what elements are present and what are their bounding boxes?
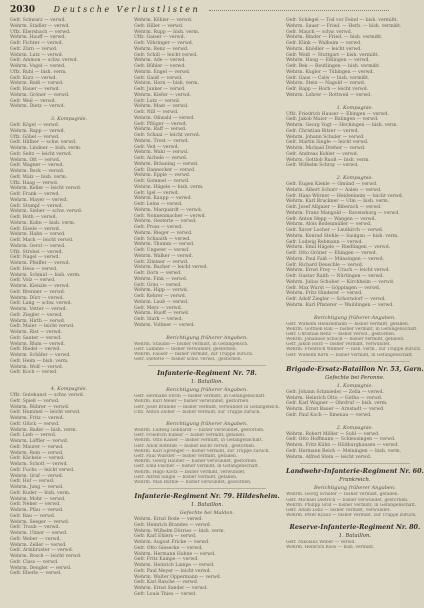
list-entry: Wehrm. Johann Schuler — verwd. xyxy=(285,134,365,140)
list-entry: Gefr. Pflüger — verwd. xyxy=(134,121,188,127)
list-entry: Gefr. Rau — verwd. xyxy=(10,513,56,519)
list-entry: Wehrm. Fink — verwd. xyxy=(134,276,188,282)
list-entry: Wehrm. Epple — verwd. xyxy=(134,173,191,179)
list-entry: Wehrm. Jung — verwd. xyxy=(10,485,64,490)
list-entry: Gefr. Paul Meyer — leicht verwd. xyxy=(134,568,211,574)
column-middle xyxy=(134,18,280,603)
section-subheading: Berichtigung früherer Angaben. xyxy=(314,485,396,492)
list-entry: Wehrm. Heinrich Otto — Gotha — verwd. xyxy=(285,395,383,401)
list-entry: Wehrm. Rein — verwd. xyxy=(10,450,64,456)
list-entry: Wehrm. Trost — verwd. xyxy=(134,138,190,144)
list-entry: Gefr. Dorn — verwd. xyxy=(134,271,182,276)
correction-entry: Gefr. Christian Benz — bisher verwd., gestorben. xyxy=(285,331,396,337)
list-entry: Wehrm. Hermann Hahne — verwd. xyxy=(134,551,216,557)
correction-entry: Wehrm. Georg Schäfer — bisher vermißt, gefallen. xyxy=(285,492,399,498)
list-entry: Wehrm. Wahl — verwd. xyxy=(134,150,189,156)
list-entry: Gefr. Jakob Maier — Balingen — verwd. xyxy=(285,117,379,123)
list-entry: Uffz. Ruhl — bish. verm. xyxy=(10,69,67,75)
list-entry: Gefr. Schnaith — verwd. xyxy=(134,236,191,242)
list-entry: Gefr. Max Wurst — Göppingen — verwd. xyxy=(285,285,381,291)
correction-entry: Wehrm. Georg Hauber — bisher verwundet, gestorben. xyxy=(134,459,258,465)
list-entry: Gefr. Otto Hoffmann — Schleusingen — verwd. xyxy=(285,437,396,443)
list-entry: Gefr. Neher — verwd. xyxy=(10,502,61,508)
list-entry: Wehrm. Pfeiffer — verwd. xyxy=(10,261,71,266)
list-entry: Gefr. Gommel — verwd. xyxy=(134,179,190,184)
list-entry: Wehrm. Lohrer — Rottweil — verwd. xyxy=(285,92,372,98)
battalion-heading: Frankreich. xyxy=(339,477,371,484)
list-entry: Gefr. Sauter — verwd. xyxy=(10,335,62,341)
list-entry: Gefr. Schlegel — Tod vor Feind — bish. vermißt. xyxy=(285,18,398,23)
list-entry: Gefr. Schill — leicht verwd. xyxy=(134,52,198,58)
page-number: 2030 xyxy=(10,5,36,15)
list-entry: Wehrm. Vogel — verwd. xyxy=(10,64,66,69)
list-entry: Gefr. Dannecker — verwd. xyxy=(134,167,196,173)
correction-entry: Wehrm. Otto Kaiser — bisher vermißt, in Gefangenschaft. xyxy=(134,438,263,444)
section-subheading: 2. Kompagnie. xyxy=(336,175,374,181)
list-entry: Wehrm. Fritz Hinderer — verwd. xyxy=(285,291,363,297)
list-entry: Wehrm. Engel — verwd. xyxy=(134,69,191,75)
text-columns xyxy=(10,18,424,603)
list-entry: Gefr. Gustav Raith — Nürtingen — verwd. xyxy=(285,274,384,279)
column-right xyxy=(286,18,424,603)
list-entry: Wehrm. Schmid — bish. verm. xyxy=(10,272,81,278)
list-entry: Gefr. Vöhringer — verwd. xyxy=(134,41,194,46)
list-entry: Wehrm. Ernst Sander — verwd. xyxy=(134,586,208,592)
list-entry: Gefr. Anton Hepp — Wangen — verwd. xyxy=(285,216,377,222)
section-subheading: 1. Kompagnie. xyxy=(336,104,374,111)
list-entry: Wehrm. Rapp — verwd. xyxy=(10,128,66,134)
list-entry: Gefr. Leins — verwd. xyxy=(134,202,183,207)
correction-entry: Wehrm. Peter Kraus — bisher vermißt, zur Truppe zurück. xyxy=(285,513,417,519)
list-entry: Gefr. Stark — verwd. xyxy=(134,317,183,322)
list-entry: Gefr. Louis Thies — verwd. xyxy=(134,591,197,597)
list-entry: Wehrm. Bührer — verwd. xyxy=(10,404,70,410)
list-entry: Uffz. Ebersbach — verwd. xyxy=(10,29,71,35)
list-entry: Wehrm. Bader — bish. verm. xyxy=(10,427,77,433)
list-entry: Uffz. Haag — verwd. xyxy=(10,180,59,186)
correction-entry: Wehrm. Philipp Graf — bisher vermißt, in Gefangenschaft. xyxy=(285,502,417,508)
list-entry: Gefr. Kehrer — verwd. xyxy=(134,294,187,299)
list-entry: Gefr. Lang — schw. verwd. xyxy=(10,301,72,307)
list-entry: Wehrm. Rieger — verwd. xyxy=(134,230,193,236)
correction-entry: Wehrm. Max Bürkle — bisher verwundet, gestorben. xyxy=(134,479,252,485)
list-entry: Wehrm. Hägele — bish. verm. xyxy=(134,184,204,190)
list-entry: Gefr. Pross — verwd. xyxy=(134,225,183,230)
correction-entry: Gefr. Emil Fischer — bisher vermißt, in Gefangenschaft. xyxy=(134,464,260,470)
section-divider xyxy=(148,488,266,489)
list-entry: Gefr. Walz — bish. verm. xyxy=(10,174,68,180)
list-entry: Wehrm. Kuhn — bish. verm. xyxy=(10,220,76,226)
list-entry: Uffz. Göbel — verwd. xyxy=(10,134,60,140)
correction-entry: Gefr. Alfred Single — bisher vermißt, gefallen. xyxy=(134,474,238,480)
list-entry: Wehrm. Dürr — verwd. xyxy=(10,295,64,301)
section-subheading: Berichtigung früherer Angaben. xyxy=(166,387,248,394)
spacer xyxy=(10,376,128,385)
list-entry: Wehrm. Beck — verwd. xyxy=(10,169,65,174)
header-rule xyxy=(209,9,389,11)
section-subheading: 4. Kompagnie. xyxy=(50,386,88,392)
regiment-heading: Reserve-Infanterie-Regiment Nr. 80. xyxy=(289,523,421,532)
list-entry: Wehrm. Laub — verwd. xyxy=(134,299,189,305)
list-entry: Wehrm. Renz — verwd. xyxy=(134,46,189,52)
list-entry: Wehrm. Raff — verwd. xyxy=(134,127,187,133)
list-entry: Gefr. Lieb — verwd. xyxy=(10,433,57,439)
list-entry: Wehrm. Sauer — Fried. — Herb. — bish. vermißt. xyxy=(285,23,402,29)
list-entry: Gefr. Spieß — verwd. xyxy=(10,398,60,404)
correction-entry: Gefr. Adam Lenz — bisher vermißt, verwundet. xyxy=(285,507,391,513)
list-entry: Wehrm. Emil Hägele — Riedlingen — verwd. xyxy=(285,245,391,251)
list-entry: Wehrm. Dengler — verwd. xyxy=(10,565,72,571)
list-entry: Wehrm. Michael Dreher — verwd. xyxy=(285,146,366,151)
list-entry: Gefr. Weber — verwd. xyxy=(10,536,61,542)
list-entry: Wehrm. Ott — verwd. xyxy=(10,157,61,163)
list-entry: Wehrm. Mast — verwd. xyxy=(134,104,189,110)
list-entry: Wehrm. Ernst Frey — Urach — leicht verwd. xyxy=(285,268,391,274)
list-entry: Gefr. Armbruster — verwd. xyxy=(10,548,74,554)
list-entry: Gefr. Traub — verwd. xyxy=(10,525,60,531)
list-entry: Gefr. Christian Bitzer — verwd. xyxy=(285,128,360,134)
list-entry: Wehrm. Walker — verwd. xyxy=(134,253,194,259)
list-entry: Gefr. Nagel — verwd. xyxy=(10,255,60,261)
list-entry: Gefr. Hans Wörner — Heidenheim — leicht verwd. xyxy=(285,193,404,199)
list-entry: Gefr. Klink — Walheim — verwd. xyxy=(285,41,362,46)
list-entry: Wehrm. Ade — verwd. xyxy=(134,58,186,64)
list-entry: Gefr. Heim — bish. verm. xyxy=(10,358,69,364)
regiment-heading: Brigade-Ersatz-Bataillon Nr. 53, Garn. xyxy=(286,364,424,373)
list-entry: Wehrm. Gerst — verwd. xyxy=(10,243,66,249)
list-entry: Wehrm. Knödler — leicht verwd. xyxy=(285,46,362,52)
list-entry: Wehrm. Wolf — verwd. xyxy=(10,364,64,370)
list-entry: Gefr. Wagner — verwd. xyxy=(10,163,64,169)
list-entry: Wehrm. Hipp — verwd. xyxy=(134,288,189,294)
list-entry: Gefr. Veit — verwd. xyxy=(134,144,179,150)
list-entry: Wehrm. Schott — verwd. xyxy=(10,462,68,467)
list-entry: Gefr. Nill — verwd. xyxy=(134,110,179,115)
list-entry: Gefr. Koch — verwd. xyxy=(10,370,58,376)
list-entry: Gefr. Hiller — verwd. xyxy=(134,23,184,29)
correction-entry: Wehrm. Stäudle — bisher vermißt, in Gefangensch. xyxy=(134,341,249,347)
section-subheading: Gefechte bei Maldon. xyxy=(179,510,235,517)
list-entry: Gefr. Maurer — verwd. xyxy=(10,444,64,450)
list-entry: Wehrm. Fritz Kühn — Hildburghausen — verwd. xyxy=(285,443,399,449)
list-entry: Wehrm. August Fricke — verwd. xyxy=(134,540,210,546)
correction-entry: Wehrm. Fauser — bisher vermißt, zur Truppe zurück. xyxy=(134,351,254,357)
regiment-heading: Infanterie-Regiment Nr. 79. Hildesheim. xyxy=(134,492,280,501)
list-entry: Wehrm. Haug — Eßlingen — verwd. xyxy=(285,58,370,64)
correction-entry: Wehrm. Gottlieb Rall — bisher vermißt, in Gefangenschaft. xyxy=(285,326,418,332)
list-entry: Gefr. Merz — verwd. xyxy=(134,305,183,311)
running-title: Deutsche Verlustlisten xyxy=(53,5,201,14)
list-entry: Wehrm. Stadler — verwd. xyxy=(10,23,70,29)
list-entry: Gefr. Frank — verwd. xyxy=(10,192,60,197)
list-entry: Gefr. Gauß — verwd. xyxy=(134,75,183,81)
correction-entry: Gefr. Adolf Rothfuß — bisher leicht verwd., gestorben. xyxy=(134,443,256,449)
section-subheading: 3. Kompagnie. xyxy=(50,116,88,122)
list-entry: Wehrm. Lindner — bish. verm. xyxy=(10,146,82,151)
list-entry: Gefr. Lutz — verwd. xyxy=(134,98,181,104)
correction-entry: Wehrm. Heinrich Roos — bish. vermißt. xyxy=(285,545,375,551)
regiment-heading: Infanterie-Regiment Nr. 78. xyxy=(157,369,257,378)
list-entry: Wehrm. Bräuning — verwd. xyxy=(134,161,199,167)
list-entry: Wehrm. Heinrich Lampe — verwd. xyxy=(134,563,215,569)
list-entry: Wehrm. Thumm — verwd. xyxy=(134,242,195,248)
list-entry: Gefr. Zimmer — verwd. xyxy=(134,259,189,265)
list-entry: Gefr. Brenner — verwd. xyxy=(10,289,66,295)
correction-entry: Gefr. Hermann Stroh — bisher vermißt, in Gefangenschaft. xyxy=(134,394,266,400)
correction-entry: Gefr. Friedrich Kübler — bisher vermißt, gefallen. xyxy=(134,433,246,439)
list-entry: Wehrm. Rist — verwd. xyxy=(10,330,62,335)
section-divider xyxy=(148,365,266,366)
list-entry: Gefr. Eisele — verwd. xyxy=(10,226,61,232)
list-entry: Wehrm. Keller — leicht verwd. xyxy=(10,186,82,192)
list-entry: Gefr. Zürn — verwd. xyxy=(10,46,58,52)
list-entry: Wehrm. Binder — Fried. — bish. vermißt. xyxy=(285,35,383,41)
list-entry: Gefr. Rapp — Horb — leicht verwd. xyxy=(285,87,369,92)
correction-entry: Wehrm. Hugo Klotz — bisher vermißt, verwundet. xyxy=(134,469,246,475)
list-entry: Gefr. Martin Single — leicht verwd. xyxy=(285,140,369,146)
list-entry: Gefr. Mack — leicht verwd. xyxy=(10,238,74,243)
battalion-heading: 1. Bataillon. xyxy=(190,502,224,509)
list-entry: Gefr. Weiß — Stuttgart — bish. vermißt. xyxy=(285,52,380,58)
list-entry: Wehrm. Karl Bruckner — Ulm — bish. verm. xyxy=(285,199,390,205)
list-entry: Gefr. Karl Wagner — Ohrdruf — bish. verm. xyxy=(285,401,388,407)
list-entry: Gefr. Kuder — bish. verm. xyxy=(10,490,71,496)
list-entry: Uffz. Friedrich Hauser — Ebingen — verwd. xyxy=(285,111,389,117)
page-header xyxy=(10,3,390,17)
list-entry: Wehrm. Georg Vogt — Hechingen — bish. verm. xyxy=(285,123,398,128)
list-entry: Gefr. Richard Deuschle — verwd. xyxy=(285,262,364,268)
list-entry: Wehrm. Fritz — verwd. xyxy=(10,416,64,421)
list-entry: Gefr. Grau — verwd. xyxy=(134,282,182,288)
correction-entry: Wehrm. Friedrich Wanner — bish. verm., zur Truppe zurück. xyxy=(285,347,422,353)
list-entry: Gefr. Gaus — Calw — bish. vermißt. xyxy=(285,75,370,81)
list-entry: Wehrm. Mohr — verwd. xyxy=(10,496,66,502)
list-entry: Gefr. Hummel — leicht verwd. xyxy=(10,410,81,416)
correction-entry: Gefr. Josef Brändle — bisher vermißt, verwundet in Gefangensch. xyxy=(134,404,280,410)
list-entry: Gefr. Bühler — verwd. xyxy=(134,64,186,69)
list-entry: Wehrm. Bacher — leicht verwd. xyxy=(134,265,208,271)
list-entry: Wehrm. Kienzle — verwd. xyxy=(10,284,71,289)
list-entry: Wehrm. Reiß — verwd. xyxy=(10,81,64,87)
list-entry: Wehrm. Rupp — bish. verm. xyxy=(134,29,200,35)
list-entry: Gefr. Igel — verwd. xyxy=(134,190,179,196)
list-entry: Wehrm. Hirth — verwd. xyxy=(10,318,66,324)
battalion-heading: Gefechte bei Peronne. xyxy=(325,374,385,381)
list-entry: Gefr. Ammon — schw. verwd. xyxy=(10,58,79,64)
list-entry: Wehrm. Robert Möller — Suhl — verwd. xyxy=(285,431,380,437)
list-entry: Wehrm. Schäfer — verwd. xyxy=(10,353,71,358)
list-entry: Gefr. Häfner — schw. verwd. xyxy=(10,140,77,146)
correction-entry: Wehrm. Ludwig Gebhardt — bisher verwundet, gestorben. xyxy=(134,428,265,433)
list-entry: Gefr. Andreas Kohler — verwd. xyxy=(285,151,359,157)
correction-entry: Gefr. Nikolaus Weber — verwd. xyxy=(285,540,356,546)
list-entry: Gefr. Heinrich Brandes — verwd. xyxy=(134,522,212,528)
list-entry: Wehrm. Albert Schurr — Aalen — verwd. xyxy=(285,187,382,193)
list-entry: Wehrm. Sieber — schw. verwd. xyxy=(10,209,83,215)
list-entry: Gefr. Kurz — verwd. xyxy=(10,75,57,81)
section-subheading: Berichtigung früherer Angaben. xyxy=(166,421,248,427)
section-subheading: Berichtigung früherer Angaben. xyxy=(166,334,248,341)
section-divider xyxy=(300,361,410,362)
list-entry: Wehrm. Oesterle — verwd. xyxy=(134,219,197,225)
list-entry: Gefr. Adolf Ziegler — Schorndorf — verwd. xyxy=(285,297,387,302)
list-entry: Wehrm. Ernst Bauer — Arnstadt — verwd. xyxy=(285,407,385,413)
section-subheading: 1. Kompagnie. xyxy=(336,382,374,389)
list-entry: Gefr. Otto Giesecke — verwd. xyxy=(134,545,203,551)
list-entry: Wehrm. Seeger — verwd. xyxy=(10,519,70,525)
list-entry: Wehrm. Gröner — verwd. xyxy=(10,92,70,98)
list-entry: Gefr. Fuchs — leicht verwd. xyxy=(10,467,75,473)
list-entry: Gefr. Otto Gröner — Ehingen — verwd. xyxy=(285,251,378,256)
list-entry: Gefr. Maier — leicht verwd. xyxy=(10,324,75,330)
list-entry: Uffz. Strobel — verwd. xyxy=(10,249,63,255)
list-entry: Wehrm. Konrad Stehle — Saulgau — bish. verm. xyxy=(285,233,399,239)
list-entry: Wehrm. Graf — verwd. xyxy=(10,473,64,479)
list-entry: Gefr. Fritz Kampe — verwd. xyxy=(134,557,199,563)
list-entry: Gefr. Class — verwd. xyxy=(10,559,59,565)
list-entry: Gefr. Karl Ehlers — verwd. xyxy=(134,534,197,540)
list-entry: Gefr. Fichter — verwd. xyxy=(10,41,64,46)
list-entry: Wehrm. Pfau — verwd. xyxy=(10,508,64,513)
list-entry: Wehrm. Dietz — verwd. xyxy=(10,104,65,110)
list-entry: Wehrm. Julius Schober — Kirchheim — verwd. xyxy=(285,279,395,285)
list-entry: Gefr. Schaal — leicht verwd. xyxy=(134,133,201,138)
list-entry: Wehrm. Karl Pfisterer — Waiblingen — verwd. xyxy=(285,302,394,308)
list-entry: Gefr. Bauer — verwd. xyxy=(10,87,61,92)
list-entry: Wehrm. Lutz — verwd. xyxy=(10,52,64,58)
section-subheading: 2. Kompagnie. xyxy=(336,424,374,431)
list-entry: Wehrm. Vollmer — verwd. xyxy=(134,322,195,328)
list-entry: Wehrm. Alfred Stein — leicht verwd. xyxy=(285,454,372,460)
list-entry: Uffz. Gutekunst — schw. verwd. xyxy=(10,393,85,398)
list-entry: Wehrm. Franz Mangold — Ravensburg — verwd. xyxy=(285,210,400,216)
list-entry: Wehrm. Alois Bodenmüller — verwd. xyxy=(285,222,372,228)
list-entry: Gefr. Ludwig Rebmann — verwd. xyxy=(285,239,363,245)
list-entry: Gefr. Mauch — schw. verwd. xyxy=(285,29,353,35)
list-entry: Gefr. Wilhelm Schray — verwd. xyxy=(285,163,359,169)
column-left xyxy=(10,18,128,603)
correction-entry: Gefr. Wilhelm Heinzelmann — bisher vermißt, gefallen. xyxy=(285,321,410,327)
regiment-heading: Landwehr-Infanterie-Regiment Nr. 60. xyxy=(285,467,424,476)
list-entry: Wehrm. Horn — bish. verm. xyxy=(134,81,199,87)
list-entry: Gefr. Stumpf — verwd. xyxy=(10,203,64,209)
list-entry: Gefr. Schwarz — verwd. xyxy=(10,18,67,23)
list-entry: Wehrm. Zeller — verwd. xyxy=(10,542,67,548)
correction-entry: Uffz. Anton Zeiher — bisher vermißt, zur Truppe zurück. xyxy=(134,409,261,415)
list-entry: Wehrm. Gottlob Ruoß — bish. verm. xyxy=(285,157,370,163)
list-entry: Gefr. Hess — verwd. xyxy=(10,266,58,272)
list-entry: Wehrm. Löffler — verwd. xyxy=(10,439,69,444)
battalion-heading: 1. Bataillon. xyxy=(190,379,224,386)
list-entry: Uffz. Gaiser — verwd. xyxy=(134,35,185,41)
list-entry: Wehrm. Stein — Nagold — verwd. xyxy=(285,81,366,87)
list-entry: Gefr. Eugen Kienle — Gmünd — verwd. xyxy=(285,182,378,187)
correction-entry: Wehrm. Karl Sprenger — bisher vermißt, zur Truppe zurück. xyxy=(134,448,270,454)
list-entry: Gefr. Ungerer — verwd. xyxy=(134,248,190,253)
list-entry: Gefr. Eberle — verwd. xyxy=(10,571,62,577)
list-entry: Wehrm. Wilhelm Dörries — bish. verm. xyxy=(134,528,225,534)
correction-entry: Wehrm. Johannes Schöck — bisher vermißt, gefallen. xyxy=(285,337,405,343)
list-entry: Wehrm. Walter Oppermann — verwd. xyxy=(134,574,222,580)
list-entry: Wehrm. Kugler — Tübingen — verwd. xyxy=(285,69,374,75)
list-entry: Wehrm. Ulmer — verwd. xyxy=(10,531,68,536)
list-entry: Gefr. Aichele — verwd. xyxy=(134,156,188,161)
list-entry: Gefr. Weil — verwd. xyxy=(10,98,57,104)
list-entry: Gefr. Karl Rasche — verwd. xyxy=(134,580,199,586)
battalion-heading: 1. Bataillon. xyxy=(338,533,372,540)
list-entry: Wehrm. Hahn — verwd. xyxy=(10,232,66,238)
correction-entry: Gefr. Jakob Hörz — bisher vermißt, verwundet. xyxy=(285,342,391,348)
correction-entry: Wehrm. Karl Meier — bisher verwundet, gestorben. xyxy=(134,399,250,405)
list-entry: Gefr. Roth — verwd. xyxy=(10,215,58,220)
list-entry: Wehrm. Marquardt — verwd. xyxy=(134,207,203,213)
list-entry: Wehrm. Kaupp — verwd. xyxy=(134,196,192,202)
list-entry: Gefr. Hermann Reich — Meiningen — bish. verm. xyxy=(285,448,402,454)
list-entry: Wehrm. Kiefer — verwd. xyxy=(134,92,192,98)
list-entry: Wehrm. Mayer — verwd. xyxy=(10,197,68,203)
section-divider xyxy=(300,463,410,464)
list-entry: Gefr. Josef Allgaier — Biberach — verwd. xyxy=(285,205,382,210)
list-entry: Wehrm. Ruoff — verwd. xyxy=(134,311,190,317)
list-entry: Gefr. Nonnenmacher — verwd. xyxy=(134,213,206,219)
list-entry: Wehrm. Paul Faiß — Münsingen — verwd. xyxy=(285,256,385,262)
list-entry: Gefr. Ziegler — verwd. xyxy=(10,312,63,318)
list-entry: Gefr. Junker — verwd. xyxy=(134,87,186,92)
list-entry: Gefr. Glück — verwd. xyxy=(10,421,60,427)
list-entry: Wehrm. Köhler — verwd. xyxy=(134,18,193,23)
correction-entry: Gefr. Dieterle — bisher schw. verwd., gestorben. xyxy=(134,357,242,363)
correction-entry: Gefr. Michael Dietrich — bisher verwundet, gestorben. xyxy=(285,497,409,503)
list-entry: Gefr. Seitz — leicht verwd. xyxy=(10,151,73,157)
list-entry: Wehrm. Ernst Bode — verwd. xyxy=(134,517,203,523)
list-entry: Wehrm. Hauff — verwd. xyxy=(10,35,66,41)
list-entry: Gefr. Riedel — verwd. xyxy=(10,347,61,353)
correction-entry: Gefr. Wilhelm Kern — bisher vermißt, in Gefangenschaft. xyxy=(285,352,414,358)
list-entry: Gefr. Hof — verwd. xyxy=(10,479,55,485)
list-entry: Wehrm. Bosch — leicht verwd. xyxy=(10,554,82,559)
list-entry: Gefr. Bek — Reutlingen — bish. vermißt. xyxy=(285,64,381,69)
correction-entry: Gefr. Lämmle — bisher verwundet, gestorben. xyxy=(134,346,237,352)
list-entry: Gefr. Volz — verwd. xyxy=(10,278,56,284)
list-entry: Wehrm. Oßwald — verwd. xyxy=(134,115,195,121)
list-entry: Gefr. Johann Schmieder — Zella — verwd. xyxy=(285,389,384,395)
list-entry: Gefr. Paul Koch — Ilmenau — verwd. xyxy=(285,412,372,418)
section-subheading: Berichtigung früherer Angaben. xyxy=(314,314,396,321)
list-entry: Gefr. Xaver Locher — Leutkirch — verwd. xyxy=(285,228,384,233)
correction-entry: Gefr. Paul Wurster — bisher vermißt, gefallen. xyxy=(134,453,238,459)
list-entry: Wehrm. Blum — verwd. xyxy=(10,341,66,347)
list-entry: Gefr. Kögel — verwd. xyxy=(10,123,60,128)
list-entry: Gefr. Kächele — verwd. xyxy=(10,456,65,462)
list-entry: Wehrm. Vetter — verwd. xyxy=(10,307,68,312)
